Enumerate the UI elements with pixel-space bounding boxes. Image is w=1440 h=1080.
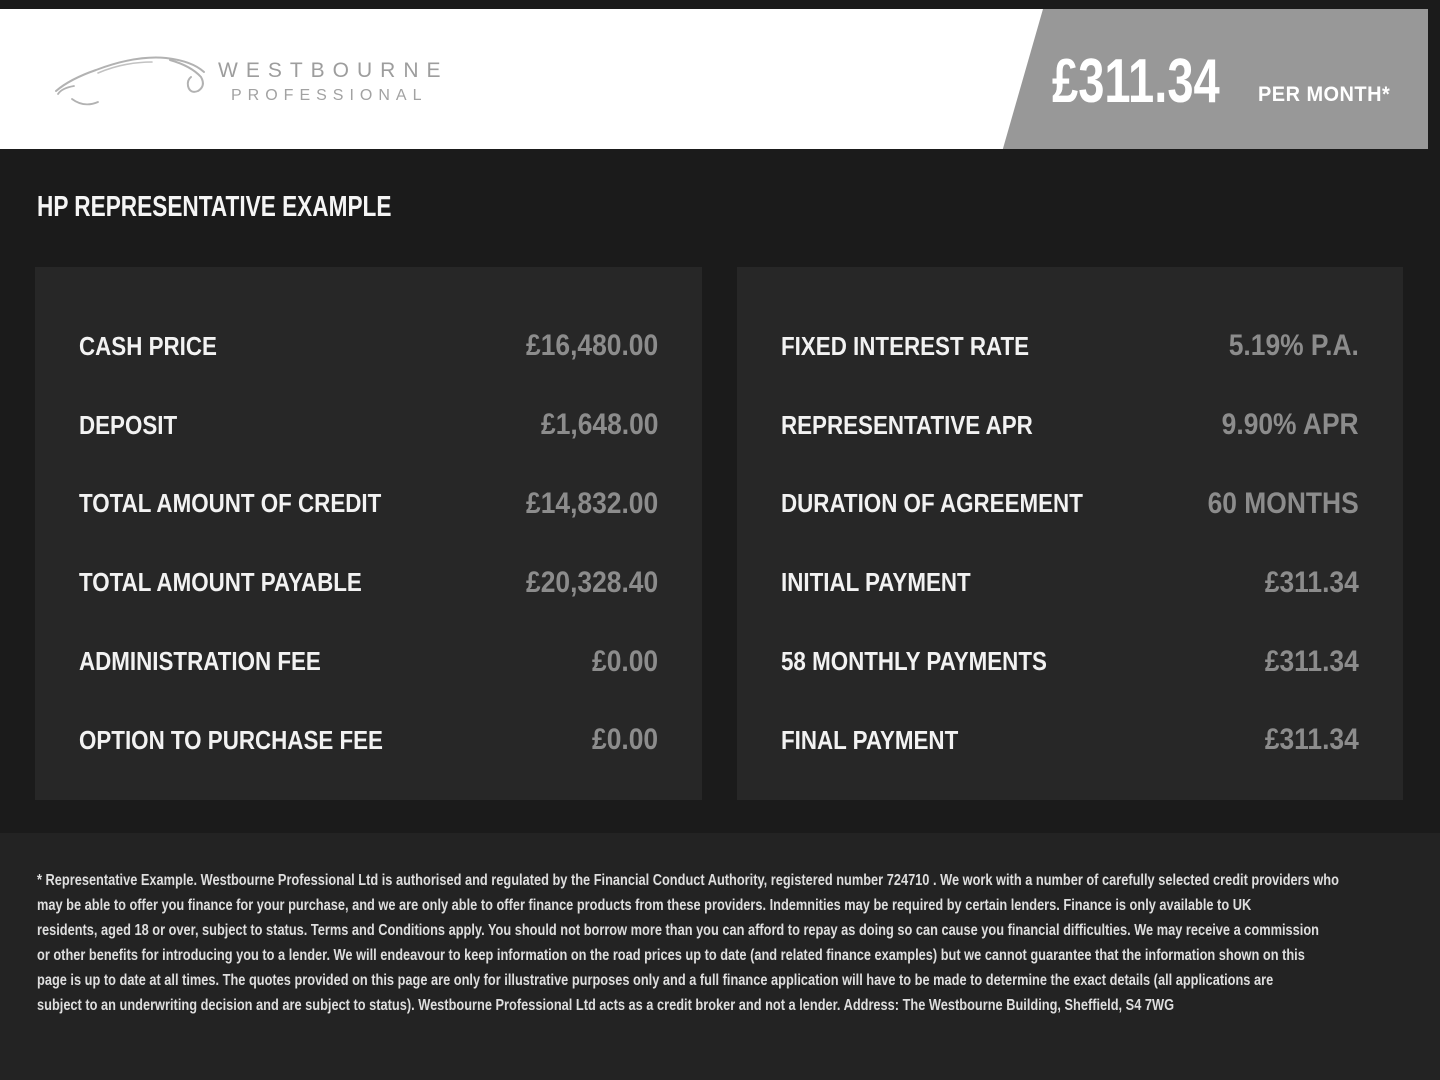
brand-car-icon xyxy=(52,47,217,115)
finance-label: ADMINISTRATION FEE xyxy=(79,646,321,677)
monthly-price-suffix: PER MONTH* xyxy=(1258,83,1391,106)
finance-label: TOTAL AMOUNT PAYABLE xyxy=(79,567,362,598)
table-row xyxy=(737,543,1403,622)
finance-label: OPTION TO PURCHASE FEE xyxy=(79,724,383,755)
finance-value: £1,648.00 xyxy=(540,408,658,442)
finance-label: 58 MONTHLY PAYMENTS xyxy=(781,646,1047,677)
table-row xyxy=(737,386,1403,465)
brand-logo xyxy=(0,9,600,149)
table-row xyxy=(35,543,702,622)
finance-value: £311.34 xyxy=(1265,565,1359,599)
legal-line: may be able to offer you finance for your purchase, and we are only able to offer finance products from these providers. Indemnities may be required by certain lenders. Finance is only available to UK xyxy=(37,897,1252,914)
footer-band xyxy=(0,833,1440,1080)
legal-line: residents, aged 18 or over, subject to status. Terms and Conditions apply. You should not borrow more than you can afford to repay as doing so can cause you financial difficulties. We may receive a commission xyxy=(37,922,1319,939)
finance-value: £16,480.00 xyxy=(525,329,658,363)
table-row xyxy=(35,307,702,386)
legal-line: or other benefits for introducing you to a lender. We will endeavour to keep information on the road prices up to date (and related finance examples) but we cannot guarantee that the information shown on this xyxy=(37,947,1305,964)
table-row xyxy=(35,622,702,701)
finance-label: CASH PRICE xyxy=(79,330,217,361)
table-row xyxy=(35,386,702,465)
table-row xyxy=(737,622,1403,701)
finance-label: INITIAL PAYMENT xyxy=(781,567,971,598)
header-band xyxy=(0,9,1428,149)
monthly-price-amount: £311.34 xyxy=(1052,47,1220,116)
finance-panel-left xyxy=(35,267,702,800)
legal-line: page is up to date at all times. The quotes provided on this page are only for illustrative purposes only and a full finance application will have to be made to determine the exact details (all applications are xyxy=(37,972,1274,989)
finance-value: 5.19% P.A. xyxy=(1228,329,1359,363)
finance-label: FIXED INTEREST RATE xyxy=(781,330,1030,361)
finance-label: REPRESENTATIVE APR xyxy=(781,409,1033,440)
table-row xyxy=(737,307,1403,386)
table-row xyxy=(737,701,1403,780)
finance-value: 9.90% APR xyxy=(1222,408,1359,442)
legal-smallprint xyxy=(37,868,1440,1018)
finance-panel-right xyxy=(737,267,1403,800)
finance-value: 60 MONTHS xyxy=(1207,486,1359,520)
finance-value: £0.00 xyxy=(591,723,658,757)
finance-value: £20,328.40 xyxy=(525,565,658,599)
brand-subname: PROFESSIONAL xyxy=(231,87,428,104)
finance-label: TOTAL AMOUNT OF CREDIT xyxy=(79,488,382,519)
finance-value: £311.34 xyxy=(1265,723,1359,757)
finance-label: DURATION OF AGREEMENT xyxy=(781,488,1083,519)
brand-name: WESTBOURNE xyxy=(218,59,449,82)
finance-label: DEPOSIT xyxy=(79,409,178,440)
table-row xyxy=(737,465,1403,544)
finance-value: £311.34 xyxy=(1265,644,1359,678)
page-title: HP REPRESENTATIVE EXAMPLE xyxy=(37,191,392,223)
table-row xyxy=(35,465,702,544)
finance-value: £14,832.00 xyxy=(525,486,658,520)
legal-line: * Representative Example. Westbourne Professional Ltd is authorised and regulated by the Financial Conduct Authority, registered number 724710 . We work with a number of carefully selected credit providers who xyxy=(37,872,1339,889)
table-row xyxy=(35,701,702,780)
finance-value: £0.00 xyxy=(591,644,658,678)
finance-label: FINAL PAYMENT xyxy=(781,724,959,755)
legal-line: subject to an underwriting decision and are subject to status). Westbourne Professional Ltd acts as a credit broker and not a lender. Address: The Westbourne Building, Sheffield, S4 7WG xyxy=(37,997,1175,1014)
